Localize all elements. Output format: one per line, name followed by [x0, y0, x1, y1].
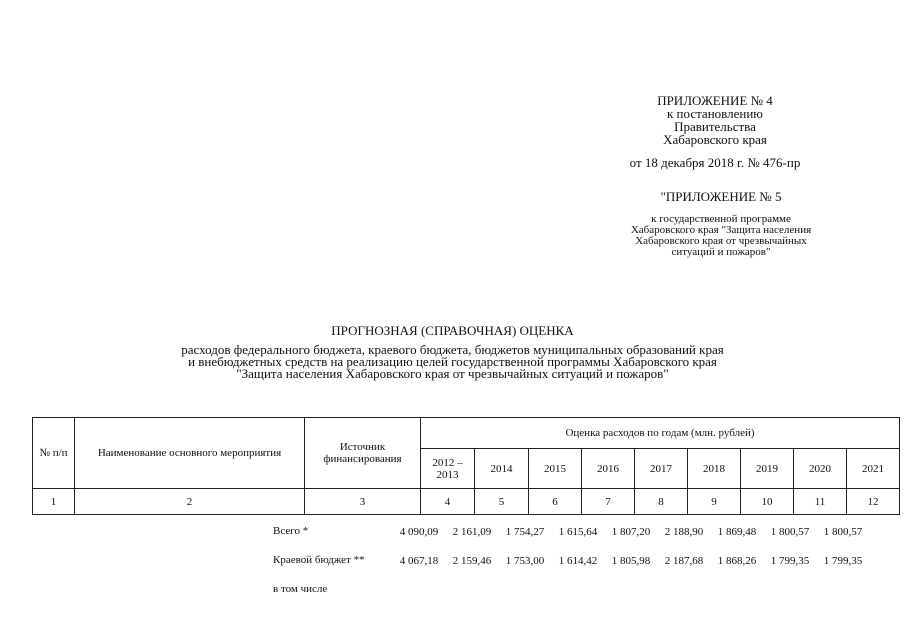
appendix-4-date: от 18 декабря 2018 г. № 476-пр [629, 155, 801, 170]
document-subtitle [100, 344, 805, 380]
row-label-total: Всего * [273, 525, 309, 537]
index-cell: 2 [75, 489, 305, 515]
appendix-5-block [606, 190, 836, 258]
header-col-name: Наименование основного мероприятия [75, 418, 305, 489]
header-col-source: Источник финансирования [305, 418, 421, 489]
header-col-num: № п/п [33, 418, 75, 489]
header-col-estimate: Оценка расходов по годам (млн. рублей) [421, 418, 900, 449]
index-cell: 1 [33, 489, 75, 515]
index-cell: 11 [794, 489, 847, 515]
value-cell: 2 187,68 [664, 555, 704, 567]
value-cell: 1 754,27 [505, 526, 545, 538]
document-title: ПРОГНОЗНАЯ (СПРАВОЧНАЯ) ОЦЕНКА [331, 323, 574, 338]
value-cell: 1 615,64 [558, 526, 598, 538]
index-cell: 6 [529, 489, 582, 515]
value-cell: 1 868,26 [717, 555, 757, 567]
document-subtitle-line3: "Защита населения Хабаровского края от чрезвычайных ситуаций и пожаров" [236, 366, 669, 381]
value-cell: 1 807,20 [611, 526, 651, 538]
header-year: 2014 [475, 449, 529, 489]
header-year: 2016 [582, 449, 635, 489]
estimate-table [32, 417, 900, 515]
header-year: 2017 [635, 449, 688, 489]
value-cell: 4 067,18 [399, 555, 439, 567]
appendix-4-block [600, 94, 830, 169]
appendix-5-line3: Хабаровского края от чрезвычайных [635, 235, 807, 247]
row-label-regional: Краевой бюджет ** [273, 554, 365, 566]
value-cell: 2 161,09 [452, 526, 492, 538]
index-cell: 4 [421, 489, 475, 515]
index-cell: 12 [847, 489, 900, 515]
appendix-5-line1: к государственной программе [651, 213, 791, 225]
appendix-5-title: "ПРИЛОЖЕНИЕ № 5 [660, 189, 782, 204]
value-cell: 1 805,98 [611, 555, 651, 567]
index-cell: 3 [305, 489, 421, 515]
appendix-4-line1: к постановлению [666, 106, 764, 121]
appendix-4-line2: Правительства [674, 119, 756, 134]
index-cell: 5 [475, 489, 529, 515]
row-label-including: в том числе [273, 583, 328, 595]
header-year: 2018 [688, 449, 741, 489]
value-cell: 1 800,57 [770, 526, 810, 538]
value-cell: 2 159,46 [452, 555, 492, 567]
appendix-5-line4: ситуаций и пожаров" [671, 246, 771, 258]
header-year: 2015 [529, 449, 582, 489]
header-year: 2020 [794, 449, 847, 489]
index-cell: 10 [741, 489, 794, 515]
document-subtitle-line2: и внебюджетных средств на реализацию целей государственной программы Хабаровского края [188, 354, 717, 369]
index-cell: 7 [582, 489, 635, 515]
value-cell: 1 800,57 [823, 526, 863, 538]
value-cell: 4 090,09 [399, 526, 439, 538]
index-cell: 8 [635, 489, 688, 515]
appendix-5-line2: Хабаровского края "Защита населения [630, 224, 812, 236]
value-cell: 1 799,35 [823, 555, 863, 567]
value-cell: 1 614,42 [558, 555, 598, 567]
value-cell: 1 753,00 [505, 555, 545, 567]
appendix-4-line3: Хабаровского края [663, 132, 767, 147]
value-cell: 1 799,35 [770, 555, 810, 567]
header-year: 2021 [847, 449, 900, 489]
value-cell: 2 188,90 [664, 526, 704, 538]
value-cell: 1 869,48 [717, 526, 757, 538]
document-subtitle-line1: расходов федерального бюджета, краевого бюджета, бюджетов муниципальных образований края [181, 342, 724, 357]
appendix-4-title: ПРИЛОЖЕНИЕ № 4 [657, 93, 773, 108]
index-cell: 9 [688, 489, 741, 515]
header-year: 2012 – 2013 [421, 449, 475, 489]
header-year: 2019 [741, 449, 794, 489]
